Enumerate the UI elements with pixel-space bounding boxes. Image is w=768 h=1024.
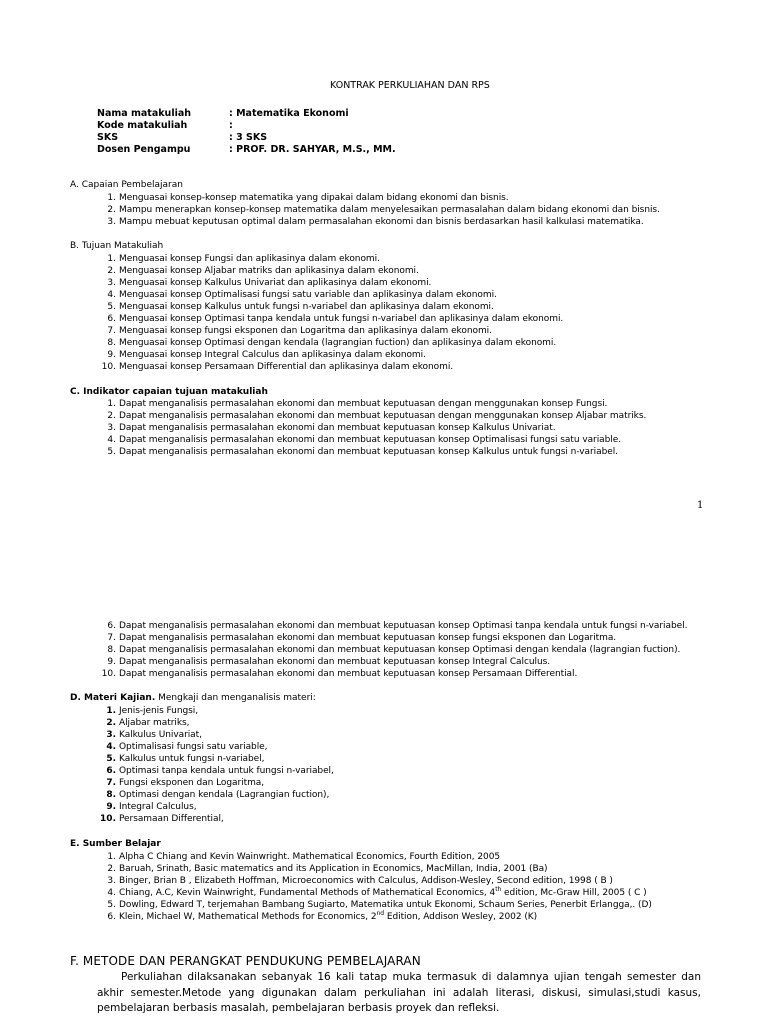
list-item: Dapat menganalisis permasalahan ekonomi dan membuat keputuasan konsep Optimasi tanpa kendala untuk fungsi n-variabel. bbox=[119, 621, 688, 631]
list-item: Menguasai konsep Fungsi dan aplikasinya dalam ekonomi. bbox=[119, 254, 380, 264]
reference-item bbox=[119, 912, 537, 922]
list-item: Menguasai konsep Integral Calculus dan aplikasinya dalam ekonomi. bbox=[119, 350, 426, 360]
list-item: Dapat menganalisis permasalahan ekonomi dan membuat keputuasan konsep fungsi eksponen dan Logaritma. bbox=[119, 633, 617, 643]
list-item: Integral Calculus, bbox=[119, 802, 197, 812]
page-number: 1 bbox=[697, 500, 704, 511]
list-item: Menguasai konsep Optimasi tanpa kendala untuk fungsi n-variabel dan aplikasinya dalam ekonomi. bbox=[119, 314, 564, 324]
meta-label-kode: Kode matakuliah bbox=[97, 120, 188, 131]
list-item-number: 8. bbox=[107, 338, 116, 348]
list-item-number: 6. bbox=[107, 621, 116, 631]
list-item-number: 9. bbox=[107, 657, 116, 667]
list-item: Menguasai konsep Optimalisasi fungsi satu variable dan aplikasinya dalam ekonomi. bbox=[119, 290, 497, 300]
list-item-number: 5. bbox=[107, 447, 116, 457]
list-item-number: 3. bbox=[107, 423, 116, 433]
list-item-number: 10. bbox=[101, 362, 116, 372]
reference-item: Baruah, Srinath, Basic matematics and its Application in Economics, MacMillan, India, 2001 (Ba) bbox=[119, 864, 548, 874]
meta-label-dosen: Dosen Pengampu bbox=[97, 144, 191, 155]
list-item-number: 1. bbox=[107, 254, 116, 264]
list-item-number: 7. bbox=[107, 326, 116, 336]
meta-label-nama: Nama matakuliah bbox=[97, 108, 192, 119]
meta-label-sks: SKS bbox=[97, 132, 119, 143]
meta-value-kode: : bbox=[229, 120, 233, 131]
section-a-heading: A. Capaian Pembelajaran bbox=[70, 180, 183, 190]
list-item-number: 8. bbox=[106, 790, 116, 800]
reference-item bbox=[119, 888, 647, 898]
list-item-number: 9. bbox=[106, 802, 116, 812]
list-item: Menguasai konsep-konsep matematika yang dipakai dalam bidang ekonomi dan bisnis. bbox=[119, 193, 509, 203]
list-item: Dapat menganalisis permasalahan ekonomi dan membuat keputuasan konsep Optimalisasi fungsi satu variable. bbox=[119, 435, 622, 445]
list-item-number: 2. bbox=[107, 266, 116, 276]
list-item: Dapat menganalisis permasalahan ekonomi dan membuat keputuasan konsep Kalkulus untuk fungsi n-variabel. bbox=[119, 447, 618, 457]
list-item-number: 7. bbox=[106, 778, 116, 788]
list-item-number: 2. bbox=[107, 205, 116, 215]
section-c-heading: C. Indikator capaian tujuan matakuliah bbox=[70, 387, 268, 397]
reference-item: Dowling, Edward T, terjemahan Bambang Sugiarto, Matematika untuk Ekonomi, Schaum Series, Penerbit Erlangga,. (D) bbox=[119, 900, 652, 910]
reference-superscript: nd bbox=[376, 910, 385, 917]
list-item-number: 3. bbox=[107, 278, 116, 288]
reference-text: edition, Mc-Graw Hill, 2005 ( C ) bbox=[501, 888, 647, 898]
list-item: Dapat menganalisis permasalahan ekonomi dan membuat keputuasan dengan menggunakan konsep Fungsi. bbox=[119, 399, 608, 409]
meta-value-dosen: : PROF. DR. SAHYAR, M.S., MM. bbox=[229, 144, 396, 155]
list-item: Menguasai konsep Optimasi dengan kendala (lagrangian fuction) dan aplikasinya dalam ekonomi. bbox=[119, 338, 557, 348]
list-item-number: 4. bbox=[107, 435, 116, 445]
list-item: Dapat menganalisis permasalahan ekonomi dan membuat keputuasan konsep Kalkulus Univariat. bbox=[119, 423, 556, 433]
list-item-number: 6. bbox=[107, 912, 116, 922]
list-item: Menguasai konsep fungsi eksponen dan Logaritma dan aplikasinya dalam ekonomi. bbox=[119, 326, 492, 336]
list-item: Menguasai konsep Kalkulus untuk fungsi n-variabel dan aplikasinya dalam ekonomi. bbox=[119, 302, 494, 312]
section-f-heading: F. METODE DAN PERANGKAT PENDUKUNG PEMBELAJARAN bbox=[70, 954, 421, 968]
list-item: Mampu mebuat keputusan optimal dalam permasalahan ekonomi dan bisnis berdasarkan hasil kalkulasi matematika. bbox=[119, 217, 644, 227]
list-item-number: 3. bbox=[107, 876, 116, 886]
list-item-number: 7. bbox=[107, 633, 116, 643]
meta-value-nama: : Matematika Ekonomi bbox=[229, 108, 349, 119]
list-item: Optimalisasi fungsi satu variable, bbox=[119, 742, 268, 752]
list-item: Dapat menganalisis permasalahan ekonomi dan membuat keputuasan dengan menggunakan konsep Aljabar matriks. bbox=[119, 411, 647, 421]
list-item: Menguasai konsep Aljabar matriks dan aplikasinya dalam ekonomi. bbox=[119, 266, 419, 276]
list-item-number: 6. bbox=[106, 766, 116, 776]
list-item: Aljabar matriks, bbox=[119, 718, 190, 728]
list-item-number: 1. bbox=[107, 399, 116, 409]
list-item-number: 3. bbox=[106, 730, 116, 740]
list-item-number: 9. bbox=[107, 350, 116, 360]
reference-text: Klein, Michael W, Mathematical Methods for Economics, 2 bbox=[119, 912, 377, 922]
section-d-heading-bold: D. Materi Kajian. bbox=[70, 693, 156, 703]
list-item: Kalkulus untuk fungsi n-variabel, bbox=[119, 754, 265, 764]
list-item-number: 2. bbox=[107, 864, 116, 874]
reference-text: Chiang, A.C, Kevin Wainwright, Fundamental Methods of Mathematical Economics, 4 bbox=[119, 888, 496, 898]
list-item: Dapat menganalisis permasalahan ekonomi dan membuat keputuasan konsep Optimasi dengan kendala (lagrangian fuction). bbox=[119, 645, 681, 655]
list-item: Menguasai konsep Persamaan Differential dan aplikasinya dalam ekonomi. bbox=[119, 362, 454, 372]
section-b-heading: B. Tujuan Matakuliah bbox=[70, 241, 164, 251]
document-title: KONTRAK PERKULIAHAN DAN RPS bbox=[330, 80, 490, 91]
list-item-number: 4. bbox=[107, 290, 116, 300]
section-d-heading-rest: Mengkaji dan menganalisis materi: bbox=[155, 693, 316, 703]
meta-value-sks: : 3 SKS bbox=[229, 132, 268, 143]
list-item-number: 5. bbox=[107, 302, 116, 312]
list-item-number: 5. bbox=[107, 900, 116, 910]
list-item: Optimasi tanpa kendala untuk fungsi n-variabel, bbox=[119, 766, 334, 776]
list-item-number: 10. bbox=[101, 669, 116, 679]
list-item: Dapat menganalisis permasalahan ekonomi dan membuat keputuasan konsep Persamaan Differential. bbox=[119, 669, 578, 679]
list-item: Persamaan Differential, bbox=[119, 814, 224, 824]
list-item-number: 3. bbox=[107, 217, 116, 227]
list-item: Kalkulus Univariat, bbox=[119, 730, 202, 740]
list-item-number: 1. bbox=[107, 852, 116, 862]
list-item-number: 1. bbox=[106, 706, 116, 716]
list-item-number: 5. bbox=[106, 754, 116, 764]
list-item-number: 6. bbox=[107, 314, 116, 324]
reference-superscript: th bbox=[495, 886, 502, 893]
list-item-number: 2. bbox=[106, 718, 116, 728]
list-item-number: 1. bbox=[107, 193, 116, 203]
list-item: Jenis-jenis Fungsi, bbox=[119, 706, 199, 716]
list-item-number: 4. bbox=[107, 888, 116, 898]
list-item: Fungsi eksponen dan Logaritma, bbox=[119, 778, 265, 788]
reference-item: Alpha C Chiang and Kevin Wainwright. Mathematical Economics, Fourth Edition, 2005 bbox=[119, 852, 501, 862]
list-item: Dapat menganalisis permasalahan ekonomi dan membuat keputuasan konsep Integral Calculus. bbox=[119, 657, 551, 667]
list-item: Menguasai konsep Kalkulus Univariat dan aplikasinya dalam ekonomi. bbox=[119, 278, 432, 288]
list-item: Optimasi dengan kendala (Lagrangian fuction), bbox=[119, 790, 330, 800]
section-e-heading: E. Sumber Belajar bbox=[70, 839, 161, 849]
list-item-number: 4. bbox=[106, 742, 116, 752]
reference-item: Binger, Brian B , Elizabeth Hoffman, Microeconomics with Calculus, Addison-Wesley, Second edition, 1998 ( B ) bbox=[119, 876, 613, 886]
section-f-paragraph: Perkuliahan dilaksanakan sebanyak 16 kali tatap muka termasuk di dalamnya ujian tengah semester dan akhir semester.Metode yang digunakan dalam perkuliahan ini adalah literasi, diskusi, simulasi,studi kasus, pembelajaran berbasis masalah, pembelajaran berbasis proyek dan refleksi. bbox=[97, 971, 701, 1014]
section-d-heading bbox=[70, 693, 316, 703]
list-item: Mampu menerapkan konsep-konsep matematika dalam menyelesaikan permasalahan dalam bidang ekonomi dan bisnis. bbox=[119, 205, 660, 215]
reference-text: Edition, Addison Wesley, 2002 (K) bbox=[384, 912, 538, 922]
list-item-number: 10. bbox=[100, 814, 116, 824]
list-item-number: 8. bbox=[107, 645, 116, 655]
list-item-number: 2. bbox=[107, 411, 116, 421]
